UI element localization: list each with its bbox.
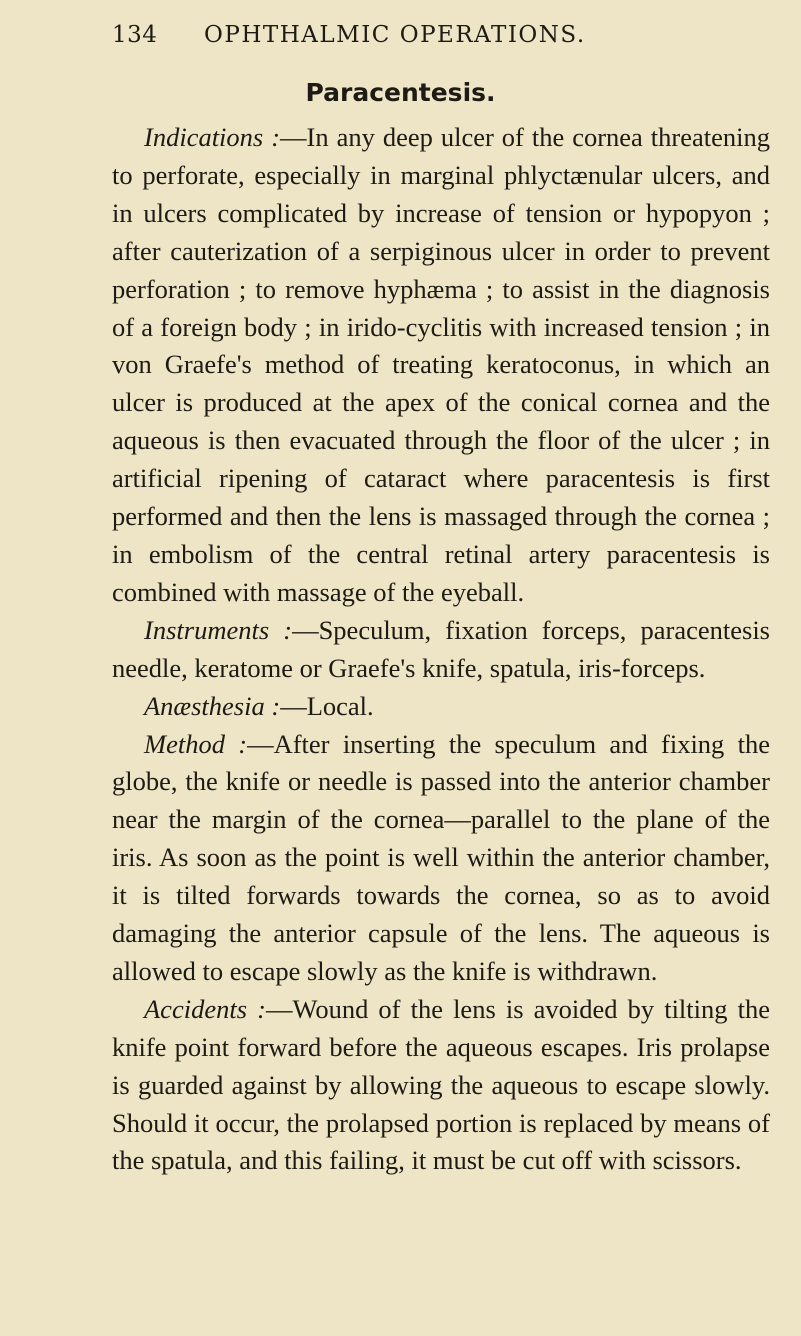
paragraph-anaesthesia	[112, 688, 770, 726]
paragraph-indications	[112, 119, 770, 612]
paragraph-instruments	[112, 612, 770, 688]
running-header	[112, 22, 712, 62]
instruments-text: —Speculum, fixation forceps, paracentesis needle, keratome or Graefe's knife, spatula, iris-forceps.	[112, 614, 770, 683]
anaesthesia-text: —Local.	[280, 690, 374, 721]
body-text	[112, 119, 770, 1180]
instruments-heading: Instruments :	[144, 614, 293, 645]
method-heading: Method :	[144, 728, 248, 759]
indications-text: —In any deep ulcer of the cornea threatening to perforate, especially in marginal phlyctænular ulcers, and in ulcers complicated by increase of tension or hypopyon ; after cauterization of a serpiginous ulcer in order to prevent perforation ; to remove hyphæma ; to assist in the diagnosis of a foreign body ; in irido-cyclitis with increased tension ; in von Graefe's method of treating keratoconus, in which an ulcer is produced at the apex of the conical cornea and the aqueous is then evacuated through the floor of the ulcer ; in artificial ripening of cataract where paracentesis is first performed and then the lens is massaged through the cornea ; in embolism of the central retinal artery paracentesis is combined with massage of the eyeball.	[112, 122, 770, 607]
section-title: Paracentesis.	[305, 78, 496, 107]
accidents-heading: Accidents :	[144, 993, 266, 1024]
page-number: 134	[112, 22, 158, 48]
running-title: OPHTHALMIC OPERATIONS.	[204, 22, 586, 48]
accidents-text: —Wound of the lens is avoided by tilting the knife point forward before the aqueous escapes. Iris prolapse is guarded against by allowing the aqueous to escape slowly. Should it occur, the prolapsed portion is replaced by means of the spatula, and this failing, it must be cut off with scissors.	[112, 993, 770, 1176]
anaesthesia-heading: Anæsthesia :	[144, 690, 281, 721]
paragraph-method	[112, 726, 770, 991]
paragraph-accidents	[112, 991, 770, 1181]
indications-heading: Indications :	[144, 122, 281, 152]
method-text: —After inserting the speculum and fixing the globe, the knife or needle is passed into the anterior chamber near the margin of the cornea—parallel to the plane of the iris. As soon as the point is well within the anterior chamber, it is tilted forwards towards the cornea, so as to avoid damaging the anterior capsule of the lens. The aqueous is allowed to escape slowly as the knife is withdrawn.	[112, 728, 770, 986]
